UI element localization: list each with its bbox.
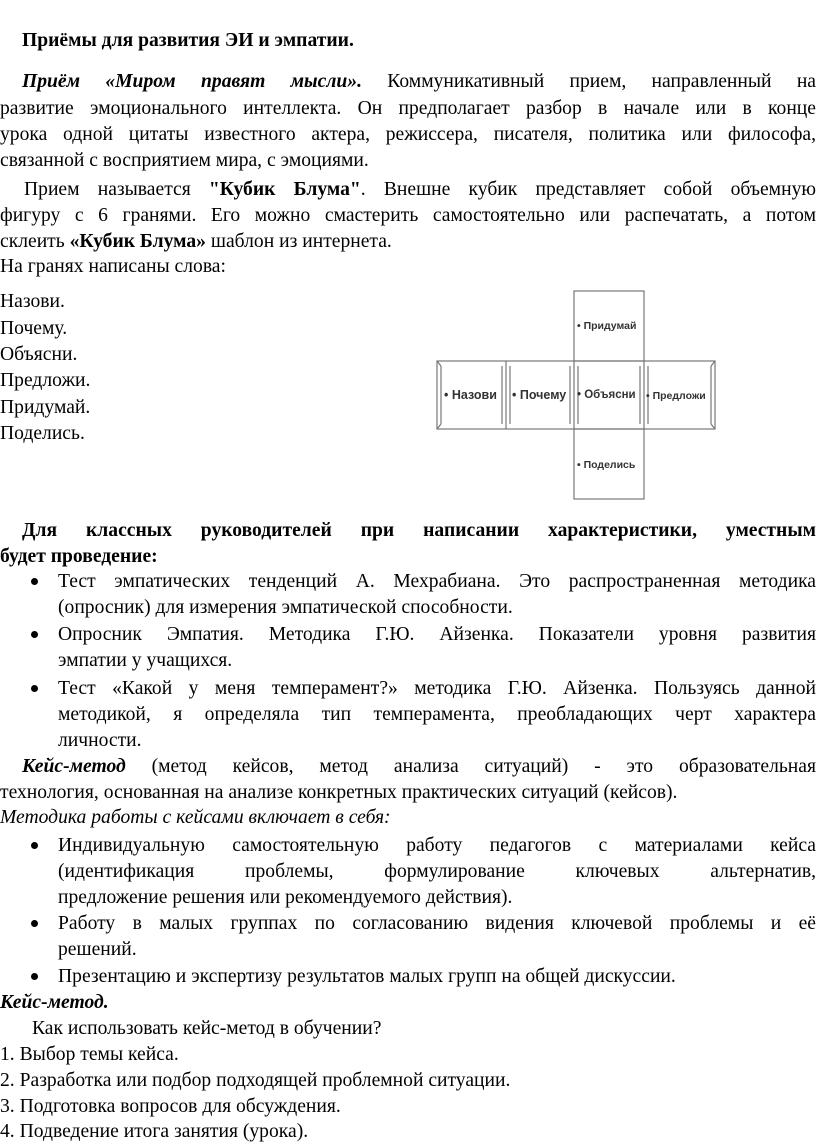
list2-item2-line2: решений.: [58, 939, 137, 960]
case2-heading: Кейс-метод.: [0, 992, 109, 1013]
p2-cube-name: "Кубик Блума": [208, 179, 361, 200]
list2-item3-line1: Презентацию и экспертизу результатов малых групп на общей дискуссии.: [58, 966, 676, 987]
p2-line1: [0, 177, 816, 204]
cube-label-face3: • Объясни: [577, 389, 636, 401]
list1-item2-line1: Опросник Эмпатия. Методика Г.Ю. Айзенка. Показатели уровня развития: [58, 624, 816, 645]
p1-line4: связанной с восприятием мира, с эмоциями.: [0, 150, 369, 171]
page-title: Приёмы для развития ЭИ и эмпатии.: [22, 30, 354, 51]
case2-step: 4. Подведение итога занятия (урока).: [0, 1121, 309, 1142]
case-line1: [0, 754, 816, 781]
p1-line2: развитие эмоционального интеллекта. Он предполагает разбор в начале или в конце: [0, 98, 816, 119]
word-list-item: Предложи.: [0, 370, 91, 391]
cube-label-face2: • Почему: [512, 388, 567, 402]
cube-label-bottom: • Поделись: [577, 459, 636, 471]
bullet-icon: [31, 685, 38, 692]
bullet-icon: [31, 920, 38, 927]
word-list-item: Объясни.: [0, 344, 78, 365]
case2-step: 3. Подготовка вопросов для обсуждения.: [0, 1096, 341, 1117]
case-method-intro: Методика работы с кейсами включает в себя:: [0, 807, 391, 828]
p1-lead: Приём «Миром правят мысли».: [22, 71, 362, 92]
list1-item2-line2: эмпатии у учащихся.: [58, 650, 233, 671]
p1-line1-text: Коммуникативный прием, направленный на: [387, 71, 816, 92]
list2-item1-line3: предложение решения или рекомендуемого действия).: [58, 887, 513, 908]
class-heading-line2: будет проведение:: [0, 546, 158, 567]
bullet-icon: [31, 578, 38, 585]
cube-label-face1: • Назови: [444, 388, 497, 402]
word-list-item: Придумай.: [0, 397, 91, 418]
list1-item3-line1: Тест «Какой у меня темперамент?» методика Г.Ю. Айзенка. Пользуясь данной: [58, 678, 816, 699]
p1-line1: [0, 69, 816, 96]
p2-line2: фигуру с 6 гранями. Его можно смастерить самостоятельно или распечатать, а потом: [0, 205, 816, 226]
case2-step: 1. Выбор темы кейса.: [0, 1044, 179, 1065]
p1-line3: урока одной цитаты известного актера, режиссера, писателя, политика или философа,: [0, 124, 816, 145]
case2-question: Как использовать кейс-метод в обучении?: [32, 1018, 382, 1039]
bloom-cube-net: [436, 290, 726, 502]
p2-line3: [0, 229, 392, 256]
list2-item1-line2: (идентификация проблемы, формулирование ключевых альтернатив,: [58, 861, 816, 882]
case-line2: технология, основанная на анализе конкретных практических ситуаций (кейсов).: [0, 782, 678, 803]
case-lead: Кейс-метод: [22, 756, 126, 777]
bullet-icon: [31, 631, 38, 638]
case2-step: 2. Разработка или подбор подходящей проблемной ситуации.: [0, 1070, 511, 1091]
word-list-item: Почему.: [0, 318, 68, 339]
list1-item1-line2: (опросник) для измерения эмпатической способности.: [58, 597, 513, 618]
list2-item1-line1: Индивидуальную самостоятельную работу педагогов с материалами кейса: [58, 835, 816, 856]
p2-line1-a: Прием называется: [24, 179, 191, 200]
p2-line1-c: . Внешне кубик представляет собой объемную: [360, 179, 816, 200]
p2-line4: На гранях написаны слова:: [0, 256, 226, 277]
cube-label-face4: • Предложи: [646, 390, 706, 402]
list2-item2-line1: Работу в малых группах по согласованию видения ключевой проблемы и её: [58, 913, 816, 934]
class-heading-line1: Для классных руководителей при написании характеристики, уместным: [22, 520, 816, 541]
list1-item3-line2: методикой, я определяла тип темперамента, преобладающих черт характера: [58, 704, 816, 725]
p2-line3-a: склеить: [0, 231, 65, 252]
bullet-icon: [31, 842, 38, 849]
word-list-item: Назови.: [0, 291, 65, 312]
case-line1-text: (метод кейсов, метод анализа ситуаций) - это образовательная: [151, 756, 816, 777]
list1-item1-line1: Тест эмпатических тенденций А. Мехрабиана. Это распространенная методика: [58, 571, 816, 592]
p2-line3-c: шаблон из интернета.: [210, 231, 392, 252]
word-list-item: Поделись.: [0, 423, 85, 444]
bullet-icon: [31, 973, 38, 980]
list1-item3-line3: личности.: [58, 730, 142, 751]
cube-label-top: • Придумай: [577, 320, 637, 332]
p2-cube-name-2: «Кубик Блума»: [69, 231, 206, 252]
